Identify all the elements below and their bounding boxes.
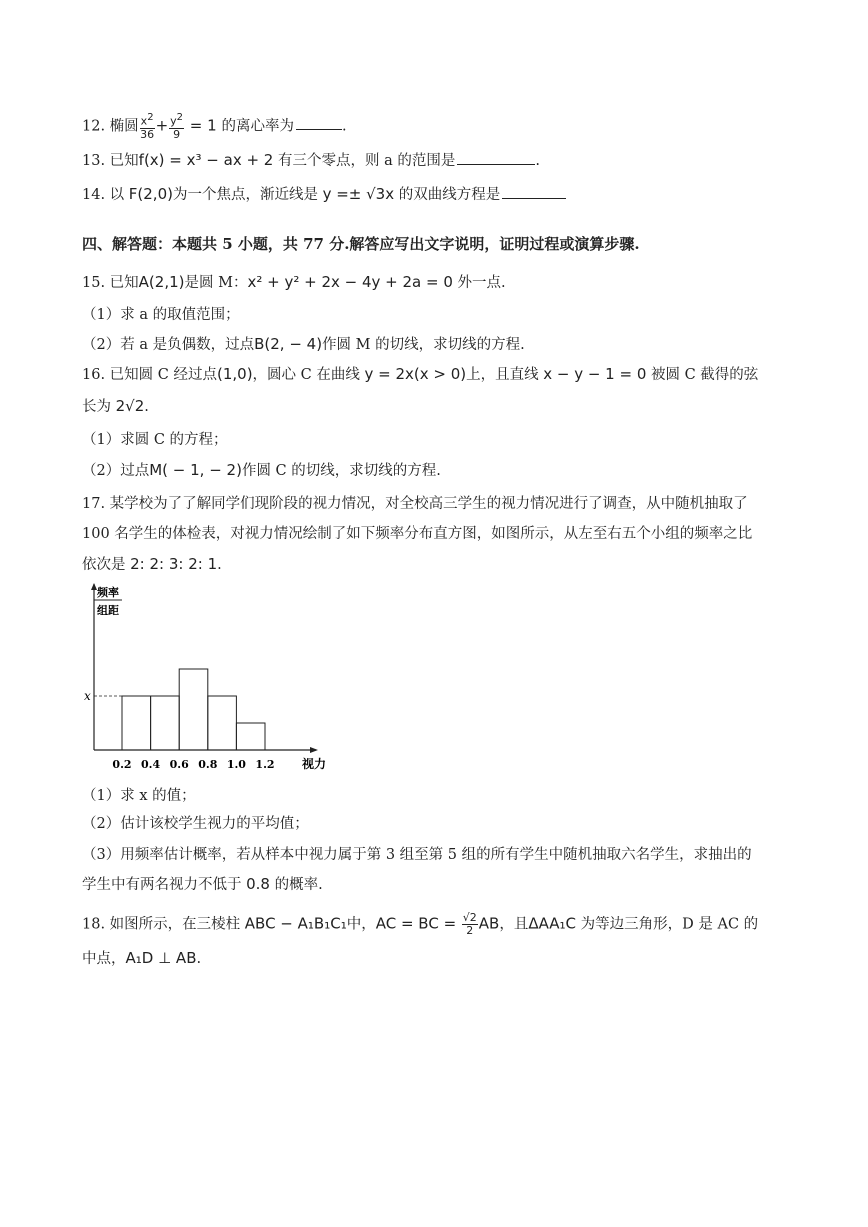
x-tick-label: 0.6 [169,758,189,771]
x-axis-arrow-icon [310,747,318,753]
q16-line2 [82,396,149,417]
q15-mid: 是圆 M： [184,275,248,291]
q16-line2-end: . [144,399,149,415]
q16-point: (1,0) [216,365,253,383]
q18-frac-num: √2 [462,911,477,924]
x-tick-label: 0.8 [198,758,218,771]
q15-part1: （1）求 a 的取值范围； [82,307,240,323]
q15-equation: x² + y² + 2x − 4y + 2a = 0 [247,273,453,291]
q18-perp: A₁D ⊥ AB [125,949,197,967]
q14-focus: F(2,0) [128,185,173,203]
q18-line2-pre: 中点， [82,951,126,967]
q14-answer-blank[interactable] [502,184,566,199]
q15-line1 [82,272,506,293]
q18-ab: AB [478,914,500,933]
q18-frac-den: 2 [466,924,474,937]
q12-post: 的离心率为 [221,118,294,135]
q16-pre: 16. 已知圆 C 经过点 [82,367,217,383]
q13-post: 有三个零点，则 a 的范围是 [277,153,456,169]
q15-p2-pre: （2）若 a 是负偶数，过点 [82,337,255,353]
histogram-bar-2 [151,696,180,750]
q18-post: 为等边三角形，D 是 AC 的 [580,916,759,933]
q16-p2-pre: （2）过点 [82,463,150,479]
frequency-histogram [78,582,348,777]
q16-curve: y = 2x(x > 0) [364,365,467,383]
x-tick-label: 0.4 [141,758,161,771]
q12-number: 12. [82,118,106,135]
q16-post: 被圆 C 截得的弦 [650,367,759,383]
histogram-bar-3 [179,669,208,750]
q12-pre: 椭圆 [109,118,139,135]
q15-part2 [82,334,525,355]
q17-line3 [82,554,222,575]
x-tick-label: 1.0 [226,758,246,771]
q13-answer-blank[interactable] [457,150,535,165]
q15-post: 外一点. [457,275,506,291]
q12-answer-blank[interactable] [296,115,342,130]
q14-number: 14. [82,187,106,203]
q18-prism: ABC − A₁B₁C₁ [244,914,347,933]
q13-expr: f(x) = x³ − ax + 2 [138,151,274,169]
q15-p2-point: B(2, − 4) [254,335,323,353]
q12-frac-x: $\frac{x^2}{36}$ [140,112,155,141]
q17-line3-end: . [217,557,222,573]
q16-p2-post: 作圆 C 的切线，求切线的方程. [241,463,441,479]
q14-line [82,184,566,205]
q12-line: 12. 椭圆 $\frac{x^2}{36}$ + $\frac{y^2}{9}$ = 1 的离心率为 . [82,112,347,141]
q17-part1: （1）求 x 的值； [82,788,196,804]
histogram-bar-5 [236,723,265,750]
q18-line2 [82,948,201,969]
q15-pre: 15. 已知 [82,275,139,291]
q16-part1: （1）求圆 C 的方程； [82,432,228,448]
q17-line1: 17. 某学校为了了解同学们现阶段的视力情况，对全校高三学生的视力情况进行了调查，从中随机抽取了 [82,496,748,512]
q18-fraction [462,912,478,937]
x-tick-label: 0.2 [112,758,132,771]
histogram-bar-1 [122,696,151,750]
q17-line3-pre: 依次是 [82,557,126,573]
q16-mid: ，圆心 C 在曲线 [252,367,360,383]
q12-end: . [341,118,347,135]
q16-p2-point: M( − 1, − 2) [149,461,242,479]
q16-mid2: 上，且直线 [466,367,539,383]
q14-pre: 以 [109,187,125,203]
q16-line2-pre: 长为 [82,399,111,415]
y-tick-x: x [84,689,91,703]
x-tick-label: 1.2 [255,758,275,771]
q14-asymptote: y =± √3x [322,185,395,203]
q13-line [82,150,540,171]
q17-line2: 100 名学生的体检表，对视力情况绘制了如下频率分布直方图，如图所示，从左至右五个小组的频率之比 [82,526,753,542]
y-axis-label-bottom: 组距 [97,604,119,617]
q17-part3: （3）用频率估计概率，若从样本中视力属于第 3 组至第 5 组的所有学生中随机抽取六名学生，求抽出的 [82,847,752,863]
q17-p3b-val: 0.8 [246,875,270,893]
q15-p2-post: 作圆 M 的切线，求切线的方程. [322,337,525,353]
q18-triangle: ΔAA₁C [528,914,577,933]
q17-part3b [82,874,323,895]
q18-pre: 18. 如图所示，在三棱柱 [82,916,241,933]
x-axis-label: 视力 [301,757,327,771]
q16-part2 [82,460,441,481]
q12-frac-y: $\frac{y^2}{9}$ [170,112,184,141]
q18-mid2: ，且 [499,916,529,933]
q17-p3b-post: 的概率. [274,877,323,893]
q13-pre: 已知 [109,153,139,169]
q16-line1 [82,364,758,385]
q18-eq: AC = BC = [375,914,457,933]
q16-line-eq: x − y − 1 = 0 [543,365,647,383]
q18-line1 [82,912,758,937]
q18-mid: 中， [346,916,376,933]
histogram-bar-4 [208,696,237,750]
y-axis-label-top: 频率 [97,586,119,599]
q16-chord: 2√2 [115,397,145,415]
q18-line2-end: . [196,951,202,967]
q13-number: 13. [82,153,106,169]
q14-post: 的双曲线方程是 [398,187,501,203]
q13-end: . [535,153,540,169]
section-heading: 四、解答题：本题共 5 小题，共 77 分.解答应写出文字说明，证明过程或演算步骤. [82,235,640,253]
q17-ratio: 2: 2: 3: 2: 1 [130,555,218,573]
q14-mid: 为一个焦点，渐近线是 [172,187,318,203]
q17-part2: （2）估计该校学生视力的平均值； [82,816,309,832]
q17-p3b-pre: 学生中有两名视力不低于 [82,877,242,893]
q15-point: A(2,1) [138,273,185,291]
